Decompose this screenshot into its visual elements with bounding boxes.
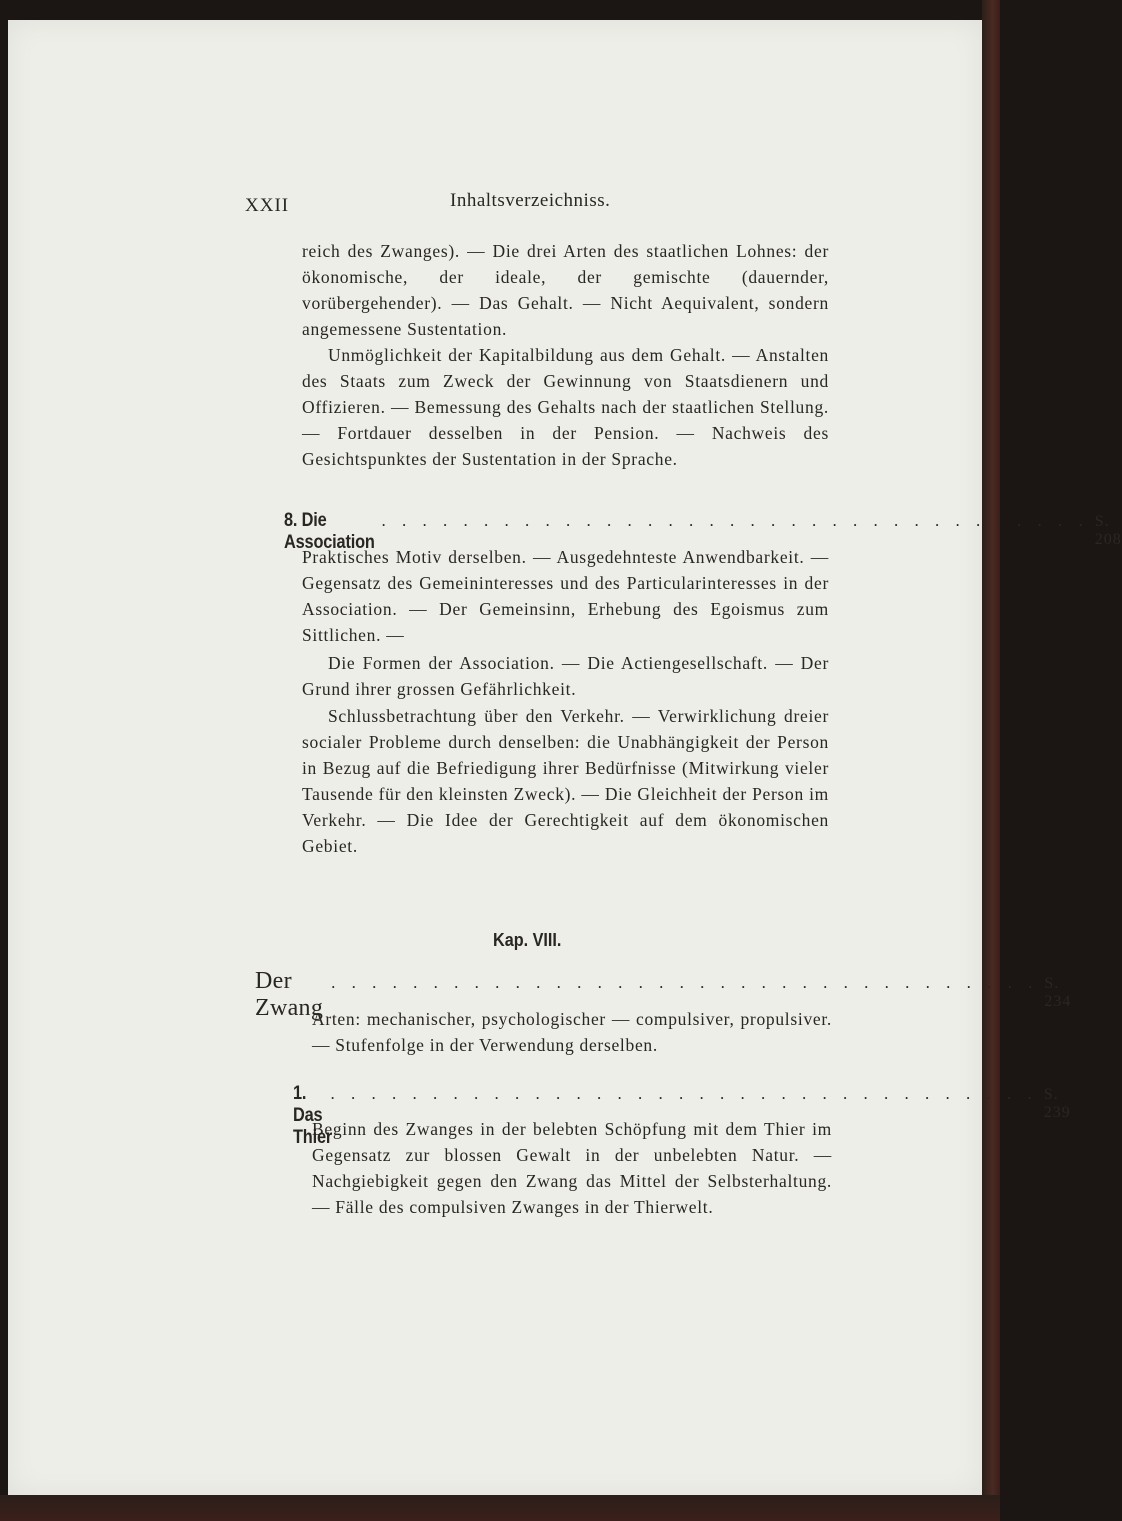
paragraph-text: Arten: mechanischer, psychologischer — compulsiver, propulsiver. — Stufenfolge in der Verwendung derselben. <box>312 1009 832 1055</box>
paragraph <box>312 1006 832 1058</box>
toc-entry-thier <box>293 1083 1071 1148</box>
running-title: Inhaltsverzeichniss. <box>450 190 611 211</box>
paragraph-text: Beginn des Zwanges in der belebten Schöpfung mit dem Thier im Gegensatz zur blossen Gewalt in der unbelebten Natur. — Nachgiebigkeit gegen den Zwang das Mittel der Selbsterhaltung. — Fälle des compulsiven Zwanges in der Thierwelt. <box>312 1119 832 1217</box>
toc-page-reference: S. 239 <box>1043 1086 1071 1121</box>
paragraph-text: Praktisches Motiv derselben. — Ausgedehnteste Anwendbarkeit. — Gegensatz des Gemeininteresses und des Particularinteresses in der Association. — Der Gemeinsinn, Erhebung des Egoismus zum Sittlichen. — <box>302 547 829 645</box>
page-number: XXII <box>245 195 290 216</box>
book-edge-right <box>982 0 1000 1521</box>
paragraph <box>302 650 829 702</box>
paragraph-text: Unmöglichkeit der Kapitalbildung aus dem Gehalt. — Anstalten des Staats zum Zweck der Gewinnung von Staatsdienern und Offizieren. — Bemessung des Gehalts nach der staatlichen Stellung. — Fortdauer desselben in der Pension. — Nachweis des Gesichtspunktes der Sustentation in der Sprache. <box>302 345 829 469</box>
dot-leader: . . . . . . . . . . . . . . . . . . . . . . . . . . . . . . . . . . . <box>331 973 1039 992</box>
dot-leader: . . . . . . . . . . . . . . . . . . . . . . . . . . . . . . . . . . . <box>330 1084 1038 1103</box>
paragraph <box>302 703 829 859</box>
toc-entry-title: 8. Die Association <box>284 510 375 553</box>
paragraph <box>302 342 829 472</box>
toc-entry-association <box>284 510 1122 553</box>
chapter-label: Kap. VIII. <box>493 930 562 950</box>
paragraph <box>312 1116 832 1220</box>
paragraph <box>302 544 829 648</box>
book-edge-bottom <box>0 1495 1000 1521</box>
toc-page-reference: S. 234 <box>1044 975 1072 1010</box>
toc-page-reference: S. 208 <box>1094 513 1122 548</box>
chapter-title: Der Zwang <box>255 968 324 1021</box>
paragraph-continued <box>302 238 829 342</box>
toc-entry-zwang <box>255 968 1072 1021</box>
paragraph-text: reich des Zwanges). — Die drei Arten des staatlichen Lohnes: der ökonomische, der ideale, der gemischte (dauernder, vorübergehender). — Das Gehalt. — Nicht Aequivalent, sondern angemessene Sustentation. <box>302 241 829 339</box>
toc-entry-title: 1. Das Thier <box>293 1083 333 1148</box>
paragraph-text: Schlussbetrachtung über den Verkehr. — Verwirklichung dreier socialer Probleme durch denselben: die Unabhängigkeit der Person in Bezug auf die Befriedigung ihrer Bedürfnisse (Mitwirkung vieler Tausende für den kleinsten Zweck). — Die Gleichheit der Person im Verkehr. — Die Idee der Gerechtigkeit auf dem ökonomischen Gebiet. <box>302 706 829 856</box>
paragraph-text: Die Formen der Association. — Die Actiengesellschaft. — Der Grund ihrer grossen Gefährlichkeit. <box>302 653 829 699</box>
dot-leader: . . . . . . . . . . . . . . . . . . . . . . . . . . . . . . . . . . . <box>381 511 1089 530</box>
